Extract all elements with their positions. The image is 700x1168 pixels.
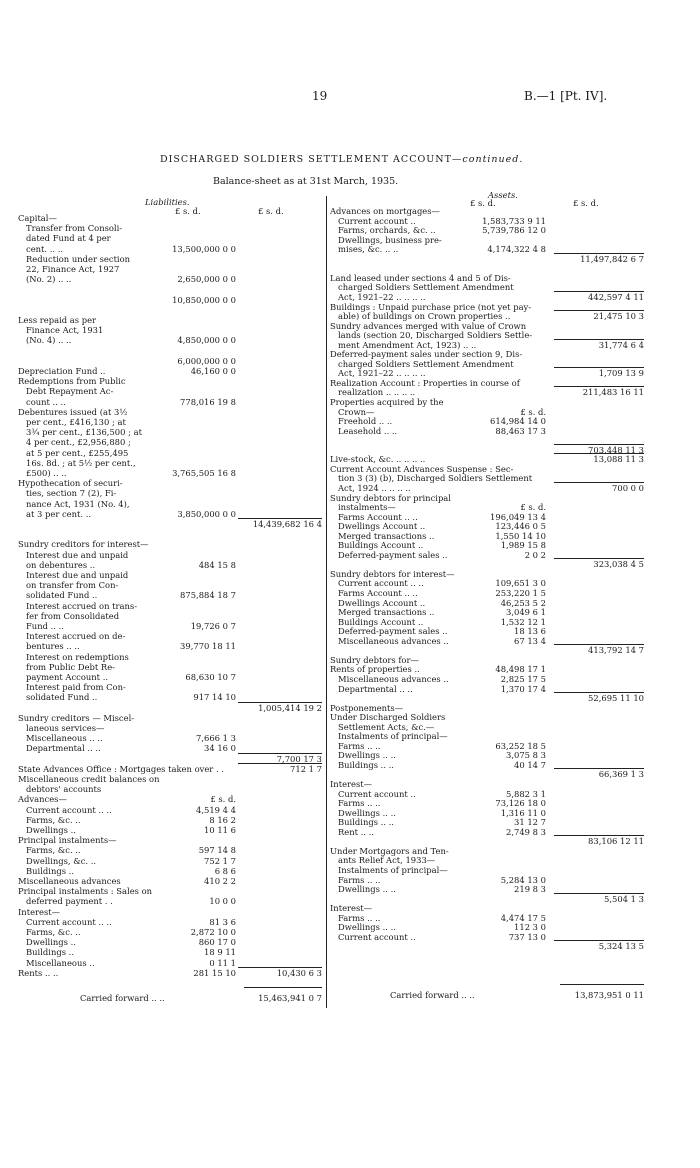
liab-row-amount: 2,650,000 0 0 [177, 274, 236, 285]
assets-row-total: 52,695 11 10 [588, 693, 644, 704]
liab-row-label: Hypothecation of securi- [18, 478, 123, 489]
assets-total-rule [554, 692, 644, 693]
liab-row-amount: 917 14 10 [193, 692, 236, 703]
liab-row-label: Farms, &c. .. [26, 845, 81, 856]
assets-row-amount: 1,989 15 8 [500, 540, 546, 551]
liab-row-label: at 5 per cent., £255,495 [26, 447, 129, 458]
assets-row-label: Freehold .. .. [338, 416, 393, 427]
liab-row-label: Miscellaneous .. [26, 957, 95, 968]
liab-row-label: deferred payment . . [26, 896, 113, 907]
assets-row-amount: 614,984 14 0 [490, 416, 546, 427]
assets-row-label: Land leased under sections 4 and 5 of Dis- [330, 272, 511, 283]
assets-row-label: charged Soldiers Settlement Amendment [338, 282, 514, 293]
assets-row-total: 442,597 4 11 [588, 291, 644, 302]
assets-heading: Assets. [488, 190, 518, 200]
liab-row-label: at 3 per cent. .. [26, 508, 92, 519]
assets-total-rule [554, 291, 644, 292]
liab-row-total: 712 1 7 [290, 763, 322, 774]
assets-row-label: lands (section 20, Discharged Soldiers Settle- [338, 330, 533, 341]
liab-row-label: fer from Consolidated [26, 610, 120, 621]
liab-row-label: Buildings .. [26, 865, 74, 876]
assets-total-rule [554, 893, 644, 894]
assets-row-total: 5,504 1 3 [604, 893, 644, 904]
liab-row-label: on transfer from Con- [26, 580, 119, 591]
liab-row-label: Advances— [18, 794, 67, 805]
liab-row-amount: 6,000,000 0 0 [177, 355, 236, 366]
liabilities-carried-forward-label: Carried forward .. .. [80, 993, 165, 1003]
assets-row-label: Act, 1921–22 .. .. .. .. [338, 368, 426, 379]
liab-row-label: Fund .. .. [26, 621, 64, 631]
assets-row-label: Advances on mortgages— [330, 206, 440, 216]
assets-row-total: 11,497,842 6 7 [580, 253, 644, 264]
assets-row-label: Farms .. .. [338, 740, 381, 751]
liab-row-amount: 0 11 1 [209, 957, 236, 968]
assets-total-rule [554, 835, 644, 836]
liab-row-amount: 39,770 18 11 [180, 641, 236, 652]
assets-row-amount: 219 8 3 [514, 884, 546, 895]
liab-row-label: Principal instalments : Sales on [18, 886, 153, 897]
assets-row-label: Dwellings, business pre- [338, 234, 442, 245]
assets-row-total: 83,106 12 11 [588, 836, 644, 847]
liab-row-total: 10,430 6 3 [276, 967, 322, 978]
assets-row-label: Instalments of principal— [338, 864, 448, 875]
assets-row-label: Act, 1921–22 .. .. .. .. [338, 291, 426, 302]
liab-row-amount: 3,850,000 0 0 [177, 508, 236, 519]
liab-row-label: on debentures .. [26, 559, 96, 570]
assets-row-total: 5,324 13 5 [598, 941, 644, 952]
assets-row-amount: 1,583,733 9 11 [482, 215, 546, 226]
liab-row-label: 3¾ per cent., £136,500 ; at [26, 427, 142, 438]
liab-row-amount: 6 8 6 [214, 865, 236, 876]
liab-row-label: payment Account .. [26, 672, 109, 682]
liab-row-label: (No. 2) .. .. [26, 274, 72, 285]
assets-row-amount: 1,550 14 10 [495, 530, 546, 541]
assets-row-label: Farms .. .. [338, 798, 381, 809]
liab-row-label: 4 per cent., £2,956,880 ; [26, 437, 131, 448]
liab-row-amount: 10 11 6 [204, 825, 236, 835]
assets-row-label: Under Discharged Soldiers [330, 712, 446, 723]
assets-row-total: 21,475 10 3 [593, 311, 644, 322]
assets-row-label: Dwellings .. .. [338, 750, 396, 761]
liab-row-amount: 778,016 19 8 [180, 396, 236, 407]
liab-row-total: 7,700 17 3 [276, 753, 322, 764]
liabilities-heading: Liabilities. [145, 197, 190, 207]
liab-row-label: nance Act, 1931 (No. 4), [26, 498, 130, 509]
assets-row-label: Farms .. .. [338, 874, 381, 885]
liab-row-amount: 68,630 10 7 [185, 672, 236, 682]
assets-row-label: instalments— [338, 502, 396, 513]
assets-row-amount: 2,825 17 5 [500, 673, 546, 684]
liab-row-label: Miscellaneous advances [18, 876, 121, 886]
assets-row-label: Farms .. .. [338, 912, 381, 923]
assets-row-amount: 4,474 17 5 [500, 912, 546, 923]
assets-total-rule [554, 367, 644, 368]
page-reference: B.—1 [Pt. IV]. [524, 89, 608, 103]
assets-row-label: Dwellings Account .. [338, 521, 426, 532]
liab-row-label: per cent., £416,130 ; at [26, 417, 126, 427]
liab-row-label: Dwellings, &c. .. [26, 855, 97, 866]
liab-row-total: 1,005,414 19 2 [258, 702, 322, 713]
liab-row-label: Sundry creditors — Miscel- [18, 712, 135, 723]
assets-row-label: Buildings Account .. [338, 540, 424, 551]
column-divider [326, 196, 327, 1008]
liab-row-label: 16s. 8d. ; at 5½ per cent., [26, 457, 136, 468]
liab-row-label: Miscellaneous .. .. [26, 733, 103, 744]
assets-row-amount: 2 0 2 [524, 549, 546, 560]
liab-row-amount: 752 1 7 [204, 855, 236, 866]
assets-row-amount: 5,882 3 1 [506, 788, 546, 799]
assets-total-rule [554, 444, 644, 445]
assets-row-amount: 5,284 13 0 [500, 874, 546, 885]
liab-row-amount: £ s. d. [210, 794, 236, 805]
assets-row-label: Merged transactions .. [338, 530, 435, 541]
assets-carried-rule [560, 984, 644, 985]
liab-row-amount: 484 15 8 [198, 559, 236, 570]
liab-row-amount: 81 3 6 [209, 916, 236, 927]
assets-row-label: Farms Account .. .. [338, 511, 418, 522]
assets-total-rule [554, 386, 644, 387]
liab-row-label: Current account .. .. [26, 916, 112, 927]
assets-row-total: 413,792 14 7 [588, 645, 644, 656]
liab-row-amount: 281 15 10 [193, 967, 236, 978]
liab-row-label: dated Fund at 4 per [26, 233, 111, 244]
assets-row-label: Buildings .. .. [338, 817, 394, 828]
assets-row-amount: 2,749 8 3 [506, 826, 546, 837]
assets-row-amount: 5,739,786 12 0 [482, 225, 546, 236]
assets-row-label: Departmental .. .. [338, 683, 413, 694]
assets-row-label: Properties acquired by the [330, 397, 444, 407]
assets-carried-forward-label: Carried forward .. .. [390, 990, 475, 1000]
assets-row-amount: 63,252 18 5 [495, 740, 546, 751]
liab-row-amount: 410 2 2 [204, 876, 236, 886]
assets-total-rule [554, 339, 644, 340]
liabilities-lsd-header-2: £ s. d. [258, 206, 284, 216]
liab-row-label: Depreciation Fund .. [18, 366, 106, 376]
liabilities-carried-rule [244, 987, 322, 988]
assets-total-rule [554, 558, 644, 559]
assets-row-label: Rent .. .. [338, 826, 374, 837]
liab-row-amount: 875,884 18 7 [180, 590, 236, 601]
assets-total-rule [554, 482, 644, 483]
liab-row-label: Redemptions from Public [18, 376, 126, 387]
assets-row-label: ment Amendment Act, 1923) .. .. [338, 339, 477, 350]
assets-row-label: Under Mortgagors and Ten- [330, 845, 449, 856]
assets-row-amount: 112 3 0 [514, 922, 546, 933]
assets-lsd-header-2: £ s. d. [573, 198, 599, 208]
assets-row-label: ants Relief Act, 1933— [338, 855, 436, 866]
assets-row-label: Interest— [330, 779, 373, 789]
assets-row-amount: 48,498 17 1 [495, 664, 546, 675]
assets-row-label: Current Account Advances Suspense : Sec- [330, 463, 514, 474]
liab-row-label: Less repaid as per [18, 315, 97, 325]
liab-row-label: Interest due and unpaid [26, 549, 129, 560]
assets-row-label: Miscellaneous advances .. [338, 673, 449, 684]
assets-row-amount: 40 14 7 [514, 759, 546, 770]
liab-row-amount: 19,726 0 7 [190, 621, 236, 631]
liab-row-label: State Advances Office : Mortgages taken over . . [18, 763, 224, 774]
assets-row-label: Postponements— [330, 702, 404, 713]
liab-row-label: Rents .. .. [18, 967, 59, 978]
liab-row-label: debtors' accounts [26, 784, 102, 795]
liab-row-label: £500) .. .. [26, 468, 67, 478]
assets-row-label: Current account .. .. [338, 578, 424, 589]
liab-row-label: Capital— [18, 213, 57, 223]
liab-total-rule [238, 702, 322, 703]
assets-total-rule [554, 768, 644, 769]
liab-row-amount: 4,519 4 4 [196, 804, 236, 815]
assets-row-amount: 109,651 3 0 [495, 578, 546, 589]
liab-row-amount: 3,765,505 16 8 [172, 468, 236, 478]
assets-row-label: Buildings .. .. [338, 759, 394, 770]
page-title [160, 155, 523, 164]
assets-row-label: Act, 1924 .. .. .. .. [338, 482, 411, 493]
liab-row-label: Buildings .. [26, 947, 74, 958]
liab-row-label: laneous services— [26, 723, 105, 733]
assets-carried-forward-total: 13,873,951 0 11 [574, 990, 644, 1000]
assets-row-total: 13,088 11 3 [593, 454, 644, 465]
liab-row-label: ties, section 7 (2), Fi- [26, 488, 117, 499]
assets-row-total: 700 0 0 [612, 482, 644, 493]
assets-row-label: Merged transactions .. [338, 607, 435, 618]
assets-row-total: 703,448 11 3 [588, 444, 644, 455]
liab-row-label: Finance Act, 1931 [26, 325, 104, 336]
liab-row-label: Miscellaneous credit balances on [18, 774, 160, 784]
assets-row-amount: 18 13 6 [514, 626, 546, 637]
liab-total-rule [238, 753, 322, 754]
liab-row-label: Departmental .. .. [26, 743, 101, 754]
assets-row-label: Sundry advances merged with value of Crown [330, 320, 527, 331]
liab-row-label: Interest accrued on trans- [26, 600, 138, 611]
liab-row-label: Debt Repayment Ac- [26, 386, 114, 397]
assets-row-label: Dwellings .. .. [338, 922, 396, 933]
assets-row-amount: 1,370 17 4 [500, 683, 546, 694]
assets-row-label: Dwellings .. .. [338, 807, 396, 818]
liab-row-amount: 8 16 2 [209, 814, 236, 825]
assets-row-amount: £ s. d. [520, 406, 546, 417]
assets-row-label: mises, &c. .. .. [338, 244, 399, 255]
liab-row-label: Principal instalments— [18, 835, 117, 846]
assets-total-rule [554, 644, 644, 645]
assets-lsd-header: £ s. d. [470, 198, 496, 208]
assets-row-label: Miscellaneous advances .. [338, 635, 449, 646]
assets-row-amount: 1,316 11 0 [500, 807, 546, 818]
liab-row-amount: 10 0 0 [209, 896, 236, 907]
liab-row-amount: 46,160 0 0 [190, 366, 236, 376]
liab-row-label: Interest accrued on de- [26, 631, 126, 642]
liab-row-label: Farms, &c. .. [26, 927, 81, 937]
liab-row-label: (No. 4) .. .. [26, 335, 72, 346]
assets-row-label: Current account .. [338, 931, 416, 942]
assets-row-label: Deferred-payment sales under section 9, Dis- [330, 349, 523, 360]
assets-row-amount: 88,463 17 3 [495, 425, 546, 436]
assets-row-total: 323,038 4 5 [593, 559, 644, 570]
assets-row-label: Current account .. [338, 788, 416, 799]
liab-row-label: Transfer from Consoli- [26, 223, 123, 234]
liab-row-amount: 10,850,000 0 0 [172, 294, 236, 305]
assets-row-label: Buildings Account .. [338, 616, 424, 627]
liab-row-label: Interest on redemptions [26, 651, 129, 662]
liab-row-label: Reduction under section [26, 253, 131, 264]
assets-row-label: Settlement Acts, &c.— [338, 721, 435, 732]
assets-total-rule [554, 453, 644, 454]
assets-row-label: Realization Account : Properties in course of [330, 377, 520, 388]
assets-row-amount: 123,446 0 5 [495, 521, 546, 532]
assets-row-label: charged Soldiers Settlement Amendment [338, 358, 514, 369]
liab-row-label: Sundry creditors for interest— [18, 539, 149, 550]
assets-total-rule [554, 310, 644, 311]
assets-row-label: Dwellings Account .. [338, 597, 426, 608]
liab-row-amount: 13,500,000 0 0 [172, 243, 236, 254]
assets-row-label: Sundry debtors for— [330, 654, 419, 665]
assets-row-total: 211,483 16 11 [582, 387, 644, 398]
page-number: 19 [312, 89, 328, 103]
assets-row-label: Crown— [338, 406, 375, 417]
assets-row-label: Farms, orchards, &c. .. [338, 225, 436, 236]
liab-row-label: solidated Fund .. [26, 692, 98, 703]
liab-row-label: 22, Finance Act, 1927 [26, 264, 120, 274]
liab-row-label: Debentures issued (at 3½ [18, 406, 128, 417]
assets-row-label: Rents of properties .. [330, 664, 420, 675]
liab-row-label: Current account .. .. [26, 804, 112, 815]
liab-row-amount: 34 16 0 [204, 743, 236, 754]
liab-row-amount: 2,872 10 0 [190, 927, 236, 937]
assets-total-rule [554, 253, 644, 254]
assets-row-amount: £ s. d. [520, 502, 546, 513]
assets-row-label: realization .. .. .. .. [338, 387, 416, 398]
liab-row-total: 14,439,682 16 4 [252, 519, 322, 529]
liab-row-label: Interest— [18, 906, 61, 917]
assets-row-amount: 4,174,322 4 8 [487, 244, 546, 255]
liab-row-label: Interest due and unpaid [26, 570, 129, 580]
assets-row-label: Buildings : Unpaid purchase price (not yet pay- [330, 301, 532, 312]
liabilities-lsd-header: £ s. d. [175, 206, 201, 216]
liab-row-amount: 18 9 11 [204, 947, 236, 958]
assets-row-amount: 737 13 0 [508, 931, 546, 942]
liab-row-amount: 4,850,000 0 0 [177, 335, 236, 346]
assets-row-amount: 31 12 7 [514, 817, 546, 828]
liab-row-label: from Public Debt Re- [26, 661, 116, 672]
liab-row-label: Dwellings .. [26, 825, 76, 835]
title-continued: continued. [462, 154, 524, 165]
assets-row-amount: 196,049 13 4 [490, 511, 546, 522]
assets-row-amount: 73,126 18 0 [495, 798, 546, 809]
assets-row-label: able) of buildings on Crown properties .. [338, 311, 511, 322]
liab-row-amount: 860 17 0 [198, 937, 236, 948]
assets-row-label: Deferred-payment sales .. [338, 626, 448, 637]
assets-row-total: 1,709 13 9 [598, 368, 644, 379]
assets-total-rule [554, 940, 644, 941]
assets-row-total: 66,369 1 3 [598, 769, 644, 780]
assets-row-label: Interest— [330, 903, 373, 914]
liab-total-rule [238, 763, 322, 764]
assets-row-label: Current account .. [338, 215, 416, 226]
assets-row-amount: 1,532 12 1 [500, 616, 546, 627]
assets-row-amount: 3,049 6 1 [506, 607, 546, 618]
assets-row-label: Deferred-payment sales .. [338, 549, 448, 560]
assets-row-label: Dwellings .. .. [338, 884, 396, 895]
assets-row-label: tion 3 (3) (b), Discharged Soldiers Settlement [338, 473, 533, 484]
liab-row-amount: 7,666 1 3 [196, 733, 236, 744]
page-subtitle: Balance-sheet as at 31st March, 1935. [213, 176, 399, 187]
assets-row-label: Leasehold .. .. [338, 425, 398, 436]
assets-row-amount: 253,220 1 5 [495, 588, 546, 598]
liab-total-rule [238, 967, 322, 968]
liabilities-carried-forward-total: 15,463,941 0 7 [258, 993, 322, 1003]
assets-row-label: Live-stock, &c. .. .. .. .. [330, 454, 426, 465]
liab-row-amount: 597 14 8 [198, 845, 236, 856]
liab-row-label: cent. .. .. [26, 243, 64, 254]
assets-row-total: 31,774 6 4 [598, 339, 644, 350]
assets-row-label: Sundry debtors for interest— [330, 568, 455, 579]
liab-row-label: Interest paid from Con- [26, 682, 126, 693]
liab-row-label: Dwellings .. [26, 937, 76, 948]
liab-row-label: Farms, &c. .. [26, 814, 81, 825]
assets-row-label: Sundry debtors for principal [330, 492, 451, 503]
assets-row-amount: 46,253 5 2 [500, 597, 546, 608]
title-main: DISCHARGED SOLDIERS SETTLEMENT ACCOUNT— [160, 154, 463, 165]
liab-row-label: count .. .. [26, 396, 66, 407]
assets-row-amount: 3,075 8 3 [506, 750, 546, 761]
liab-total-rule [238, 518, 322, 519]
liab-row-label: bentures .. .. [26, 641, 80, 652]
assets-row-amount: 67 13 4 [514, 635, 546, 646]
liab-row-label: solidated Fund .. [26, 590, 98, 601]
assets-row-label: Instalments of principal— [338, 731, 448, 742]
assets-row-label: Farms Account .. .. [338, 588, 418, 598]
